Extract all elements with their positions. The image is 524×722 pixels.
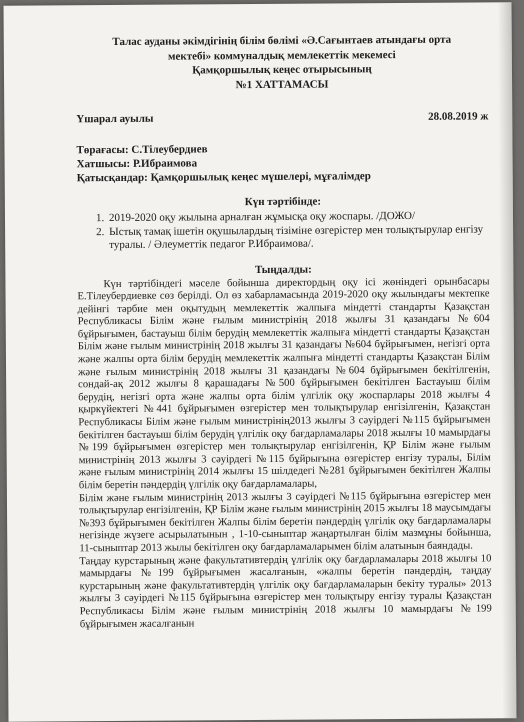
paragraph: Білім және ғылым министрінің 2013 жылғы 3 сәуірдегі №115 бұйрығына өзгерістер мен толықтырулар енгізілгенін, ҚР Білім және ғылым министрінің 2015 жылғы 18 маусымдағы №393 бұйрығымен бекітілген Жалпы білім беретін пәндердің үлгілік оқу бағдарламалары негізінде жүзеге асырылатынын , 1-10-сыныптар жаңартылған білім мазмұны бойынша, 11-сыныптар 2013 жылы бекітілген оқу бағдарламаларымен білім алатынын баяндады.	[78, 489, 492, 555]
header-line-3: Қамқоршылық кеңес отырысының	[192, 63, 372, 77]
header-line-4: №1 ХАТТАМАСЫ	[235, 78, 329, 91]
agenda-item: 1. 2019-2020 оқу жылына арналған жұмысқа оқу жоспары. /ДОЖО/	[107, 209, 489, 225]
meta-row	[76, 110, 488, 125]
chair: Төрағасы: С.Тілеубердиев	[76, 143, 208, 157]
document-content	[76, 32, 492, 631]
place: Үшарал ауылы	[76, 112, 154, 126]
header-line-1: Талас ауданы әкімдігінің білім бөлімі «Ә.Сағынтаев атындағы орта	[112, 33, 452, 49]
paragraph: Таңдау курстарының және факультативтердің үлгілік оқу бағдарламалары 2018 жылғы 10 мамырдағы №199 бұйрығымен жасалғанын, «жалпы беретін пәндердің, таңдау курстарының және факультативтердің үлгілік оқу бағдарламаларын бекіту туралы» 2013 жылғы 3 сәуірдегі №115 бұйрығына өзгерістер мен толықтыру енгізу туралы Қазақстан Республикасы Білім және ғылым министрінің 2018 жылғы 10 мамырдағы №199 бұйрығымен жасалғанын	[79, 552, 492, 630]
header-line-2: мектебі» коммуналдық мемлекеттік мекемесі	[167, 48, 396, 63]
page-edge-shadow	[497, 2, 516, 718]
date: 28.08.2019 ж	[428, 110, 489, 123]
heard-title: Тыңдалды:	[254, 263, 312, 276]
secretary: Хатшысы: Р.Ибраимова	[76, 157, 198, 171]
heard-body	[77, 276, 491, 631]
document-header	[76, 32, 488, 93]
agenda-title: Күн тәртібінде:	[244, 195, 322, 209]
paragraph: Күн тәртібіндегі мәселе бойынша директордың оқу ісі жөніндегі орынбасары Е.Тілеубердиевке сөз берілді. Ол өз хабарламасында 2019-2020 оқу жылындағы мектепке дейінгі тәрбие мен оқытудың мемлекеттік жалпыға міндетті стандарты Қазақстан Республикасы Білім және ғылым министрінің 2018 жылғы 31 қазандағы №604 бұйрығымен, бастауыш білім берудің мемлекеттік жалпыға міндетті стандарты Қазақстан Білім және ғылым министрінің 2018 жылғы 31 қазандағы №604 бұйрығымен, негізгі орта және жалпы орта білім берудің мемлекеттік жалпыға міндетті стандарты Қазақстан Білім және ғылым министрінің 2018 жылғы 31 қазандағы №604 бұйрығымен бекітілгенін, сондай-ақ 2012 жылғы 8 қарашадағы №500 бұйрығымен бекітілген Бастауыш білім берудің, негізгі орта және жалпы орта білім үлгілік оқу жоспарлары 2018 жылғы 4 қыркүйектегі №441 бұйрығымен өзгерістер мен толықтырулар енгізілгенін, Қазақстан Республикасы Білім және ғылым министрінің2013 жылғы 3 сәуірдегі №115 бұйрығымен бекітілген бастауыш білім берудің үлгілік оқу бағдарламалары 2018 жылғы 10 мамырдағы №199 бұйрығымен өзгерістер мен толықтырулар енгізілгенін, ҚР Білім және ғылым министрінің 2013 жылғы 3 сәуірдегі №115 бұйрығына өзгерістер енгізу туралы, Білім және ғылым министрінің 2014 жылғы 15 шілдедегі №281 бұйрығымен бекітілген Жалпы білім беретін пәндердің үлгілік оқу бағдарламалары,	[77, 275, 491, 492]
agenda-list	[77, 209, 489, 252]
agenda-item: 2. Ыстық тамақ ішетін оқушылардың тізіміне өзгерістер мен толықтырулар енгізу туралы. / Әлеуметтік педагог Р.Ибраимова/.	[107, 223, 489, 253]
people-block	[76, 140, 488, 185]
document-page	[4, 2, 517, 722]
participants: Қатысқандар: Қамқоршылық кеңес мүшелері, мұғалімдер	[76, 170, 371, 185]
